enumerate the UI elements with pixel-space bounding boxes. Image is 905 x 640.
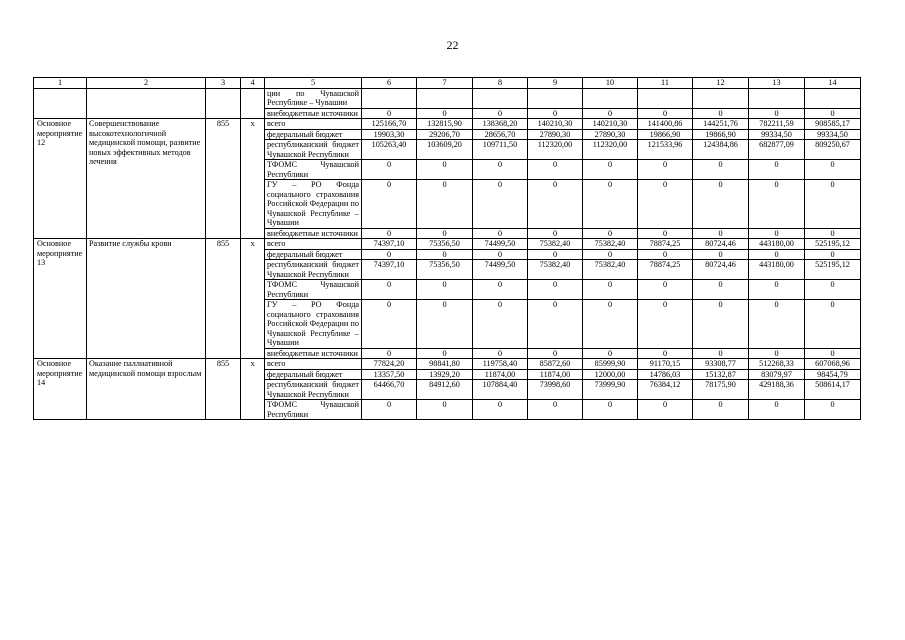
value-cell: 27890,30 [583,129,638,140]
funding-source: республиканский бюджет Чувашской Республики [265,140,362,160]
funding-source: внебюджетные источники [265,108,362,119]
value-cell: 0 [749,300,805,349]
value-cell: 19866,90 [693,129,749,140]
code-cell: 855 [206,239,241,359]
value-cell: 0 [362,108,417,119]
table-row [34,88,861,108]
value-cell: 0 [583,280,638,300]
value-cell: 0 [528,300,583,349]
value-cell: 0 [583,348,638,359]
value-cell: 0 [473,160,528,180]
value-cell [805,88,861,108]
value-cell: 85999,90 [583,359,638,370]
value-cell: 0 [693,160,749,180]
value-cell: 0 [417,228,473,239]
value-cell: 75382,40 [583,260,638,280]
value-cell: 15132,87 [693,369,749,380]
value-cell: 144251,76 [693,119,749,130]
value-cell: 0 [583,160,638,180]
value-cell: 84912,60 [417,380,473,400]
value-cell: 443180,00 [749,260,805,280]
column-header: 13 [749,78,805,89]
value-cell: 0 [583,228,638,239]
empty-cell [87,88,206,119]
table-row [34,239,861,250]
value-cell: 0 [583,180,638,229]
value-cell: 99334,50 [749,129,805,140]
value-cell: 98841,80 [417,359,473,370]
value-cell: 0 [638,280,693,300]
value-cell: 13929,20 [417,369,473,380]
value-cell: 112320,00 [583,140,638,160]
value-cell: 11874,00 [528,369,583,380]
value-cell: 78175,90 [693,380,749,400]
value-cell: 107884,40 [473,380,528,400]
funding-source: всего [265,239,362,250]
value-cell: 0 [749,108,805,119]
value-cell: 0 [805,108,861,119]
code-cell: 855 [206,359,241,420]
value-cell: 0 [362,180,417,229]
value-cell: 0 [749,160,805,180]
value-cell: 91170,15 [638,359,693,370]
value-cell: 0 [417,108,473,119]
column-header: 6 [362,78,417,89]
value-cell: 0 [417,280,473,300]
funding-source: ТФОМС Чувашской Республики [265,160,362,180]
measure-name: Развитие службы крови [87,239,206,359]
funding-source: республиканский бюджет Чувашской Республики [265,260,362,280]
table-row [34,359,861,370]
funding-source: республиканский бюджет Чувашской Республики [265,380,362,400]
header-row [34,78,861,89]
value-cell: 138368,20 [473,119,528,130]
value-cell: 121533,96 [638,140,693,160]
value-cell [417,88,473,108]
value-cell: 0 [693,400,749,420]
value-cell: 83079,97 [749,369,805,380]
value-cell [638,88,693,108]
value-cell: 75356,50 [417,260,473,280]
value-cell: 0 [417,180,473,229]
value-cell: 112320,00 [528,140,583,160]
value-cell: 64466,70 [362,380,417,400]
funding-source: федеральный бюджет [265,249,362,260]
value-cell: 0 [473,348,528,359]
value-cell: 0 [362,300,417,349]
value-cell: 0 [417,300,473,349]
value-cell: 75382,40 [583,239,638,250]
funding-source: федеральный бюджет [265,129,362,140]
page-number: 22 [446,38,459,52]
column-header: 7 [417,78,473,89]
value-cell: 19903,30 [362,129,417,140]
value-cell: 525195,12 [805,239,861,250]
value-cell: 0 [638,180,693,229]
value-cell: 0 [749,348,805,359]
value-cell: 0 [805,180,861,229]
column-header: 9 [528,78,583,89]
value-cell [473,88,528,108]
value-cell: 0 [638,228,693,239]
value-cell: 74499,50 [473,260,528,280]
value-cell: 0 [528,400,583,420]
mark-cell: x [241,239,265,359]
value-cell: 11874,00 [473,369,528,380]
value-cell: 0 [749,280,805,300]
value-cell: 80724,46 [693,260,749,280]
value-cell: 0 [473,400,528,420]
measure-name: Совершенствование высокотехнологичной медицинской помощи, развитие новых эффективных методов лечения [87,119,206,239]
value-cell: 75382,40 [528,239,583,250]
event-name: Основное мероприятие 13 [34,239,87,359]
column-header: 3 [206,78,241,89]
value-cell: 0 [362,228,417,239]
column-header: 11 [638,78,693,89]
value-cell: 74397,10 [362,260,417,280]
funding-source: ГУ – РО Фонда социального страхования Российской Федерации по Чувашской Республике – Чувашии [265,300,362,349]
event-name: Основное мероприятие 14 [34,359,87,420]
value-cell: 782211,59 [749,119,805,130]
value-cell: 0 [638,400,693,420]
value-cell: 0 [528,108,583,119]
funding-source: внебюджетные источники [265,228,362,239]
value-cell: 0 [693,180,749,229]
value-cell [583,88,638,108]
value-cell: 809250,67 [805,140,861,160]
value-cell: 0 [805,300,861,349]
value-cell: 0 [805,400,861,420]
value-cell: 141400,86 [638,119,693,130]
value-cell: 0 [417,400,473,420]
value-cell: 80724,46 [693,239,749,250]
column-header: 2 [87,78,206,89]
funding-source: внебюджетные источники [265,348,362,359]
value-cell: 512268,33 [749,359,805,370]
column-header: 4 [241,78,265,89]
column-header: 10 [583,78,638,89]
value-cell [362,88,417,108]
value-cell: 76384,12 [638,380,693,400]
value-cell [528,88,583,108]
value-cell: 0 [362,280,417,300]
table-row [34,119,861,130]
column-header: 1 [34,78,87,89]
value-cell: 77824,20 [362,359,417,370]
funding-source: ТФОМС Чувашской Республики [265,400,362,420]
value-cell: 93308,77 [693,359,749,370]
value-cell: 0 [583,400,638,420]
value-cell: 99334,50 [805,129,861,140]
value-cell: 0 [528,249,583,260]
value-cell: 0 [528,348,583,359]
value-cell: 0 [805,348,861,359]
value-cell: 119758,40 [473,359,528,370]
value-cell: 0 [805,228,861,239]
value-cell: 0 [693,280,749,300]
value-cell: 78874,25 [638,239,693,250]
value-cell: 109711,50 [473,140,528,160]
value-cell: 0 [528,280,583,300]
value-cell: 525195,12 [805,260,861,280]
value-cell: 0 [638,348,693,359]
value-cell: 0 [693,108,749,119]
table-body [34,78,861,420]
value-cell [693,88,749,108]
value-cell: 0 [638,249,693,260]
budget-table [33,77,861,420]
value-cell: 508614,17 [805,380,861,400]
value-cell: 0 [805,160,861,180]
value-cell: 0 [417,160,473,180]
value-cell: 0 [528,228,583,239]
value-cell: 75382,40 [528,260,583,280]
value-cell: 443180,00 [749,239,805,250]
value-cell: 0 [473,300,528,349]
column-header: 8 [473,78,528,89]
value-cell: 13357,50 [362,369,417,380]
empty-cell [206,88,241,119]
value-cell: 0 [638,300,693,349]
value-cell: 908585,17 [805,119,861,130]
value-cell: 140210,30 [528,119,583,130]
value-cell: 73998,60 [528,380,583,400]
value-cell: 0 [749,228,805,239]
value-cell: 105263,40 [362,140,417,160]
value-cell: 607068,96 [805,359,861,370]
value-cell [749,88,805,108]
column-header: 14 [805,78,861,89]
value-cell: 19866,90 [638,129,693,140]
value-cell: 0 [693,348,749,359]
value-cell: 0 [583,108,638,119]
value-cell: 0 [417,249,473,260]
value-cell: 124384,86 [693,140,749,160]
value-cell: 12000,00 [583,369,638,380]
value-cell: 0 [693,249,749,260]
value-cell: 0 [583,249,638,260]
mark-cell: x [241,359,265,420]
empty-cell [241,88,265,119]
value-cell: 29206,70 [417,129,473,140]
column-header: 5 [265,78,362,89]
value-cell: 0 [362,400,417,420]
value-cell: 75356,50 [417,239,473,250]
column-header: 12 [693,78,749,89]
value-cell: 682877,09 [749,140,805,160]
value-cell: 429188,36 [749,380,805,400]
value-cell: 0 [693,228,749,239]
value-cell: 0 [638,160,693,180]
value-cell: 125166,70 [362,119,417,130]
value-cell: 78874,25 [638,260,693,280]
value-cell: 0 [528,160,583,180]
funding-source: ТФОМС Чувашской Республики [265,280,362,300]
value-cell: 0 [805,280,861,300]
value-cell: 0 [749,249,805,260]
value-cell: 74397,10 [362,239,417,250]
value-cell: 0 [528,180,583,229]
value-cell: 0 [473,228,528,239]
value-cell: 0 [473,280,528,300]
funding-source: ции по Чувашской Республике – Чувашии [265,88,362,108]
value-cell: 0 [362,249,417,260]
funding-source: федеральный бюджет [265,369,362,380]
value-cell: 27890,30 [528,129,583,140]
value-cell: 0 [583,300,638,349]
value-cell: 28656,70 [473,129,528,140]
value-cell: 14786,03 [638,369,693,380]
value-cell: 0 [362,160,417,180]
value-cell: 0 [638,108,693,119]
value-cell: 0 [473,108,528,119]
value-cell: 0 [473,180,528,229]
value-cell: 0 [805,249,861,260]
value-cell: 103609,20 [417,140,473,160]
measure-name: Оказание паллиативной медицинской помощи взрослым [87,359,206,420]
code-cell: 855 [206,119,241,239]
value-cell: 140210,30 [583,119,638,130]
value-cell: 0 [749,400,805,420]
value-cell: 0 [473,249,528,260]
value-cell: 73999,90 [583,380,638,400]
value-cell: 0 [693,300,749,349]
value-cell: 132815,90 [417,119,473,130]
mark-cell: x [241,119,265,239]
funding-source: всего [265,359,362,370]
value-cell: 0 [362,348,417,359]
value-cell: 0 [749,180,805,229]
value-cell: 74499,50 [473,239,528,250]
value-cell: 85872,60 [528,359,583,370]
funding-source: всего [265,119,362,130]
value-cell: 0 [417,348,473,359]
funding-source: ГУ – РО Фонда социального страхования Российской Федерации по Чувашской Республике – Чувашии [265,180,362,229]
empty-cell [34,88,87,119]
event-name: Основное мероприятие 12 [34,119,87,239]
value-cell: 98454,79 [805,369,861,380]
